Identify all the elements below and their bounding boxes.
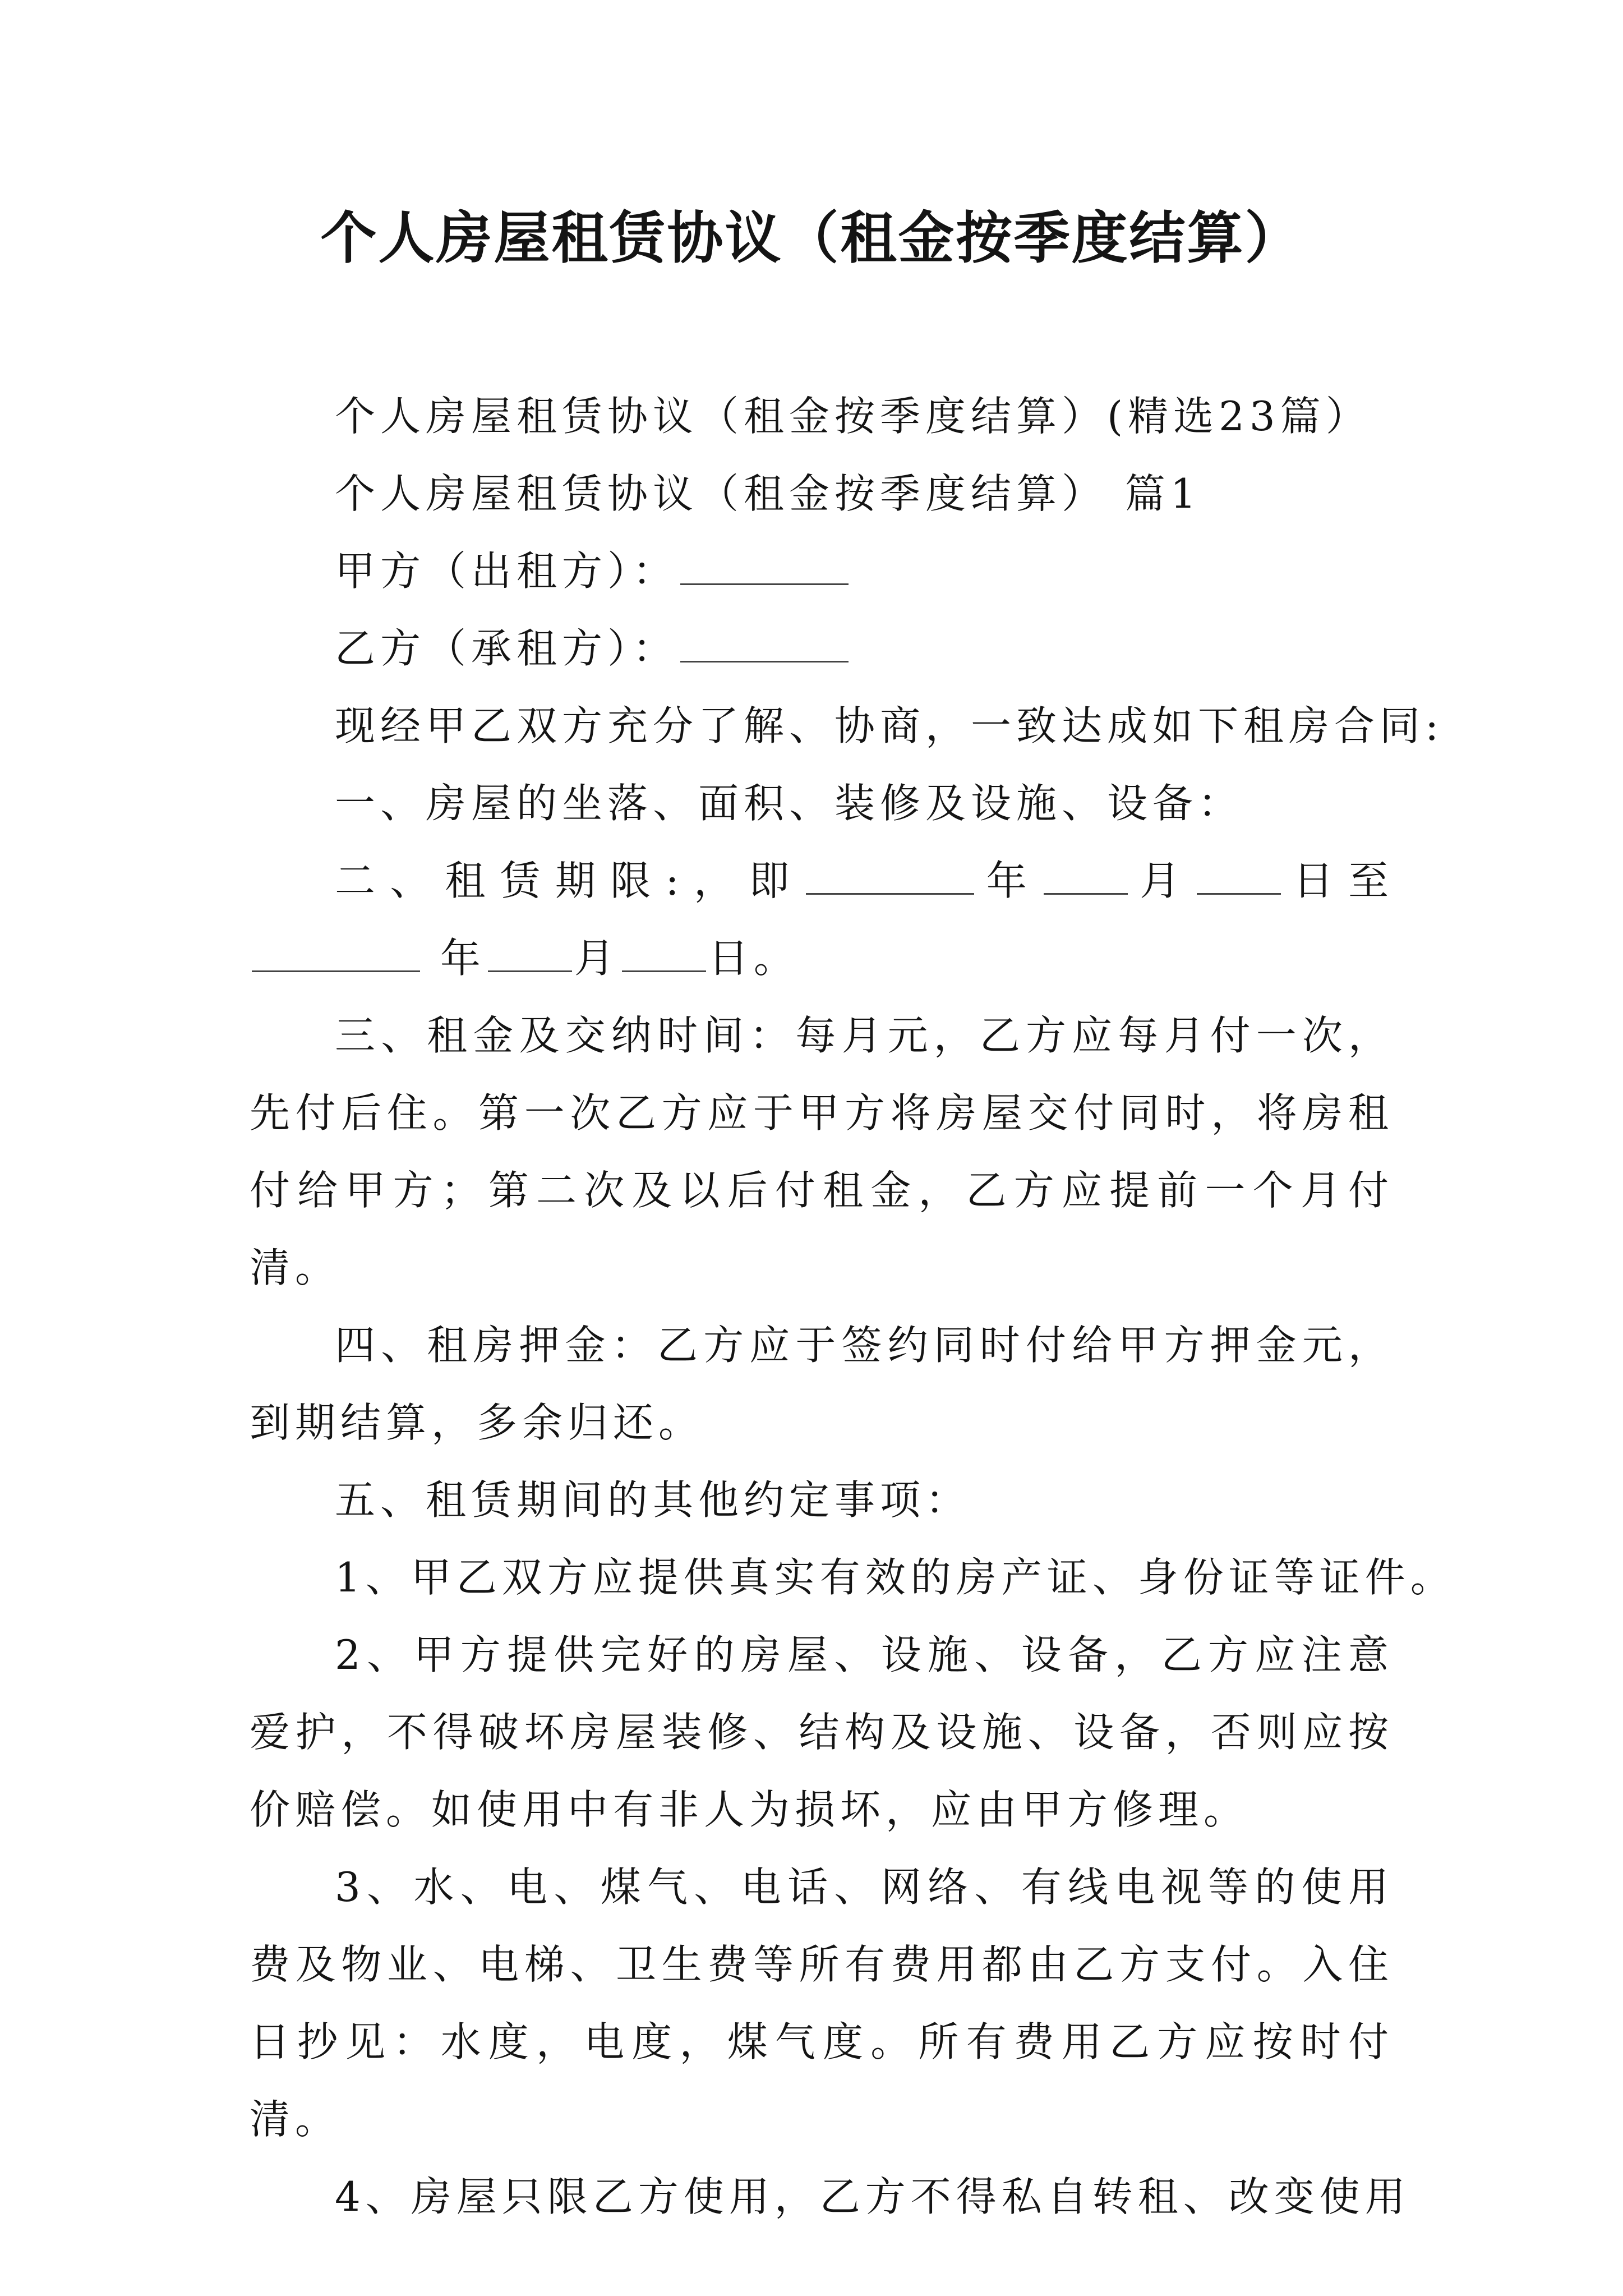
party-a-label: 甲方（出租方）： xyxy=(335,547,679,595)
year-label: 年 xyxy=(976,857,1041,904)
section-heading: 个人房屋租赁协议（租金按季度结算） 篇1 xyxy=(335,470,1201,517)
party-b-line xyxy=(250,610,1394,687)
document-body xyxy=(250,378,1456,2235)
document-title: 个人房屋租赁协议（租金按季度结算） xyxy=(320,205,1303,271)
document-subtitle: 个人房屋租赁协议（租金按季度结算）(精选23篇） xyxy=(335,393,1371,440)
month-label: 月 xyxy=(1129,857,1195,904)
end-year-blank xyxy=(252,936,420,972)
clause-5: 五、租赁期间的其他约定事项： xyxy=(335,1476,971,1524)
clause-4: 四、租房押金：乙方应于签约同时付给甲方押金元，到期结算，多余归还。 xyxy=(250,1322,1394,1446)
party-a-line xyxy=(250,532,1394,610)
item-2: 2、甲方提供完好的房屋、设施、设备，乙方应注意爱护，不得破坏房屋装修、结构及设施、设备，否则应按价赔偿。如使用中有非人为损坏，应由甲方修理。 xyxy=(250,1631,1394,1833)
item-4: 4、房屋只限乙方使用，乙方不得私自转租、改变使用 xyxy=(335,2173,1410,2220)
clause-3: 三、租金及交纳时间：每月元，乙方应每月付一次，先付后住。第一次乙方应于甲方将房屋交付同时，将房租付给甲方；第二次及以后付租金，乙方应提前一个月付清。 xyxy=(250,1012,1394,1291)
clause-1: 一、房屋的坐落、面积、装修及设施、设备： xyxy=(335,780,1244,827)
clause-2-lead: 二、租赁期限:，即 xyxy=(335,857,804,904)
end-month-label: 月 xyxy=(574,935,620,982)
end-day-label: 日。 xyxy=(708,935,799,982)
start-day-blank xyxy=(1197,858,1281,895)
party-a-blank xyxy=(680,549,849,585)
item-1: 1、甲乙双方应提供真实有效的房产证、身份证等证件。 xyxy=(335,1554,1456,1601)
end-day-blank xyxy=(622,936,706,972)
end-year-label: 年 xyxy=(440,935,486,982)
start-month-blank xyxy=(1044,858,1128,895)
item-3: 3、水、电、煤气、电话、网络、有线电视等的使用费及物业、电梯、卫生费等所有费用都由乙方支付。入住日抄见：水度，电度，煤气度。所有费用乙方应按时付清。 xyxy=(250,1864,1394,2143)
intro-paragraph: 现经甲乙双方充分了解、协商，一致达成如下租房合同: xyxy=(335,702,1444,749)
party-b-blank xyxy=(680,626,849,662)
end-month-blank xyxy=(488,936,572,972)
day-to-label: 日至 xyxy=(1283,857,1394,904)
party-b-label: 乙方（承租方）： xyxy=(335,625,679,672)
clause-2 xyxy=(250,842,1394,997)
start-year-blank xyxy=(806,858,974,895)
